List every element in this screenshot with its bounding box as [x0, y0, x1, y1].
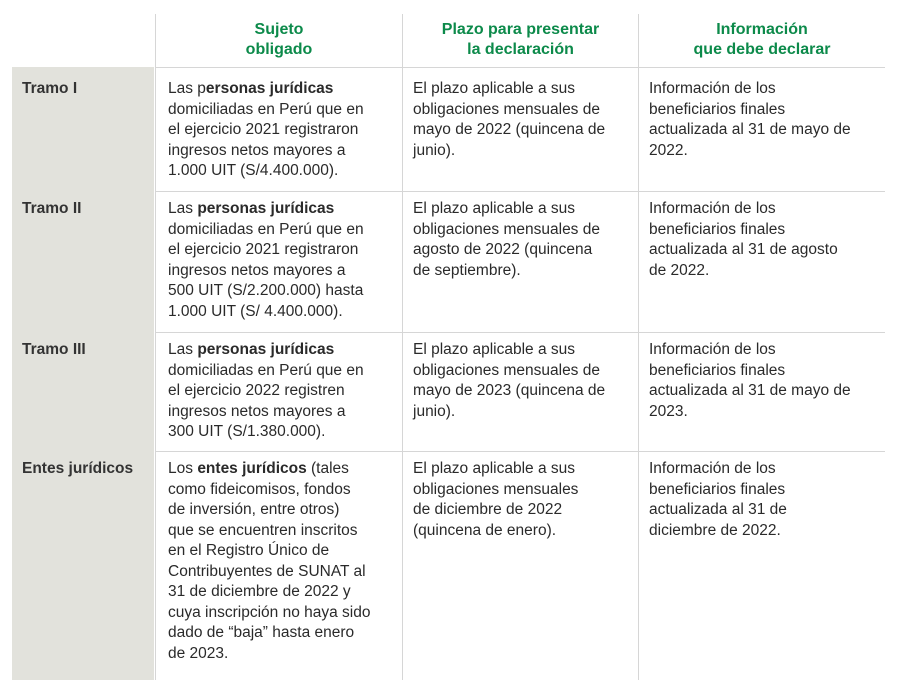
cell-line: Información de los: [649, 341, 776, 358]
cell-line: domiciliadas en Perú que en: [168, 361, 364, 379]
cell-line: de 2023.: [168, 644, 229, 662]
cell-line: obligaciones mensuales de: [413, 220, 600, 238]
cell-line: junio).: [413, 141, 456, 159]
cell-sujeto-entes-juridicos: [168, 459, 370, 664]
cell-line: actualizada al 31 de agosto: [649, 241, 838, 258]
column-divider: [638, 14, 639, 680]
header-plazo-line2: la declaración: [467, 41, 574, 58]
cell-line: actualizada al 31 de: [649, 501, 787, 518]
header-informacion-line1: Información: [716, 21, 808, 38]
cell-line: 31 de diciembre de 2022 y: [168, 583, 351, 600]
cell-line: El plazo aplicable a sus: [413, 341, 575, 358]
cell-line: [168, 459, 370, 480]
cell-line: 1.000 UIT (S/ 4.400.000).: [168, 302, 343, 320]
cell-line: [168, 340, 364, 361]
row-label-column: [12, 67, 154, 680]
row-label-entes-juridicos: Entes jurídicos: [22, 460, 134, 477]
cell-line: que se encuentren inscritos: [168, 521, 358, 539]
cell-line: obligaciones mensuales de: [413, 100, 600, 118]
cell-line: beneficiarios finales: [649, 220, 786, 238]
cell-text: Las: [168, 200, 198, 217]
cell-line: Información de los: [649, 460, 776, 477]
cell-line: obligaciones mensuales de: [413, 361, 600, 379]
row-label-tramo-3: Tramo III: [22, 341, 86, 358]
cell-line: en el Registro Único de: [168, 542, 330, 559]
cell-line: Información de los: [649, 80, 776, 97]
cell-line: mayo de 2022 (quincena de: [413, 121, 606, 138]
cell-line: 500 UIT (S/2.200.000) hasta: [168, 282, 364, 299]
cell-text: (tales: [306, 460, 349, 477]
header-plazo: [403, 14, 638, 66]
cell-line: beneficiarios finales: [649, 361, 786, 379]
cell-text: Las p: [168, 80, 206, 97]
cell-line: el ejercicio 2021 registraron: [168, 121, 359, 138]
cell-line: (quincena de enero).: [413, 521, 557, 539]
cell-line: Información de los: [649, 200, 776, 217]
header-informacion: [639, 14, 885, 66]
row-divider: [155, 332, 885, 333]
cell-text: Las: [168, 341, 198, 358]
row-divider: [155, 67, 885, 68]
cell-bold-text: personas jurídicas: [197, 200, 335, 217]
cell-line: el ejercicio 2021 registraron: [168, 241, 359, 258]
cell-line: El plazo aplicable a sus: [413, 80, 575, 97]
cell-sujeto-tramo-3: [168, 340, 364, 443]
cell-plazo-tramo-1: [413, 79, 605, 161]
cell-line: 300 UIT (S/1.380.000).: [168, 423, 326, 440]
row-divider: [155, 451, 885, 452]
cell-line: [168, 199, 364, 220]
cell-line: como fideicomisos, fondos: [168, 480, 351, 498]
cell-line: actualizada al 31 de mayo de: [649, 121, 851, 138]
cell-bold-text: personas jurídicas: [197, 341, 335, 358]
cell-sujeto-tramo-2: [168, 199, 364, 322]
header-sujeto: [156, 14, 402, 66]
cell-line: mayo de 2023 (quincena de: [413, 382, 606, 399]
cell-info-entes-juridicos: [649, 459, 787, 541]
header-sujeto-line2: obligado: [245, 41, 313, 58]
cell-line: de inversión, entre otros): [168, 501, 340, 518]
cell-info-tramo-2: [649, 199, 838, 281]
cell-line: junio).: [413, 402, 456, 420]
cell-line: cuya inscripción no haya sido: [168, 603, 371, 621]
cell-line: diciembre de 2022.: [649, 521, 781, 539]
cell-line: beneficiarios finales: [649, 480, 786, 498]
cell-info-tramo-3: [649, 340, 851, 422]
cell-line: ingresos netos mayores a: [168, 402, 346, 420]
cell-line: obligaciones mensuales: [413, 480, 579, 498]
cell-plazo-entes-juridicos: [413, 459, 578, 541]
cell-line: 1.000 UIT (S/4.400.000).: [168, 162, 339, 179]
header-plazo-line1: Plazo para presentar: [441, 21, 600, 38]
cell-text: Los: [168, 460, 198, 477]
header-informacion-line2: que debe declarar: [693, 41, 831, 58]
cell-bold-text: entes jurídicos: [197, 460, 307, 477]
cell-line: de septiembre).: [413, 261, 521, 279]
row-label-tramo-1: Tramo I: [22, 80, 78, 97]
cell-line: domiciliadas en Perú que en: [168, 100, 364, 118]
cell-line: ingresos netos mayores a: [168, 141, 346, 159]
column-divider: [155, 14, 156, 680]
cell-bold-text: ersonas jurídicas: [205, 80, 334, 97]
cell-line: beneficiarios finales: [649, 100, 786, 118]
cell-line: Contribuyentes de SUNAT al: [168, 562, 366, 580]
cell-line: 2023.: [649, 402, 688, 420]
cell-line: El plazo aplicable a sus: [413, 460, 575, 477]
row-divider: [155, 191, 885, 192]
cell-line: ingresos netos mayores a: [168, 261, 346, 279]
cell-line: agosto de 2022 (quincena: [413, 241, 593, 258]
cell-info-tramo-1: [649, 79, 851, 161]
cell-line: el ejercicio 2022 registren: [168, 382, 345, 399]
row-label-tramo-2: Tramo II: [22, 200, 82, 217]
column-divider: [402, 14, 403, 680]
cell-line: El plazo aplicable a sus: [413, 200, 575, 217]
cell-line: dado de “baja” hasta enero: [168, 624, 355, 641]
header-sujeto-line1: Sujeto: [254, 21, 304, 38]
cell-sujeto-tramo-1: [168, 79, 364, 182]
cell-line: actualizada al 31 de mayo de: [649, 382, 851, 399]
cell-line: de diciembre de 2022: [413, 501, 563, 518]
cell-plazo-tramo-2: [413, 199, 600, 281]
cell-line: de 2022.: [649, 261, 710, 279]
cell-line: 2022.: [649, 141, 688, 159]
cell-line: domiciliadas en Perú que en: [168, 220, 364, 238]
cell-line: [168, 79, 364, 100]
cell-plazo-tramo-3: [413, 340, 605, 422]
